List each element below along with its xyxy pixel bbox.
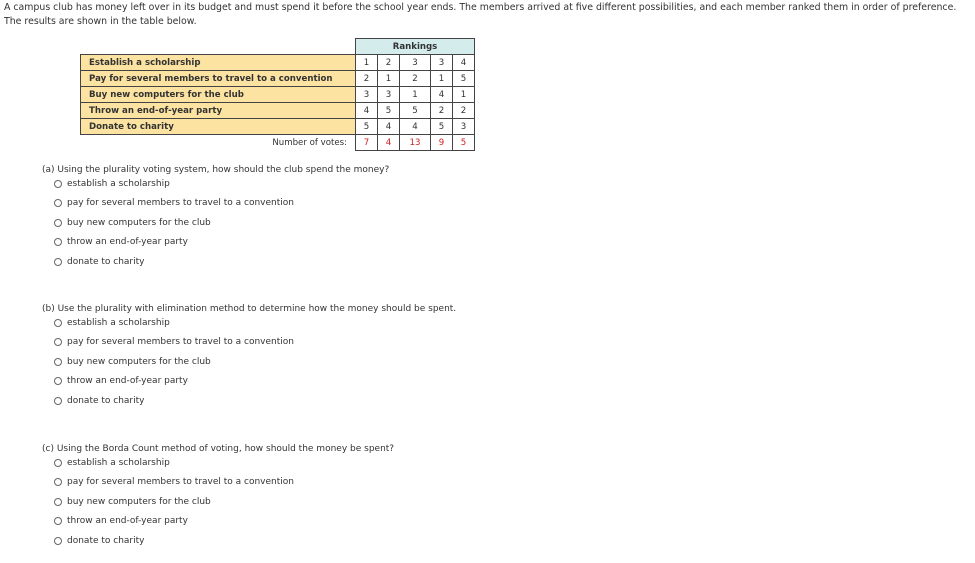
vote-count: 5 bbox=[453, 135, 475, 151]
rank-cell: 2 bbox=[431, 103, 453, 119]
rankings-header: Rankings bbox=[356, 39, 475, 55]
option-text: donate to charity bbox=[67, 536, 145, 546]
rank-cell: 5 bbox=[431, 119, 453, 135]
votes-label: Number of votes: bbox=[272, 137, 347, 148]
option-text: donate to charity bbox=[67, 396, 145, 406]
rank-cell: 3 bbox=[356, 87, 378, 103]
option-label: Pay for several members to travel to a convention bbox=[81, 71, 356, 87]
table-header-row bbox=[81, 39, 475, 55]
rank-cell: 1 bbox=[431, 71, 453, 87]
vote-count: 13 bbox=[400, 135, 431, 151]
question-c-option-convention[interactable] bbox=[54, 477, 294, 487]
rank-cell: 3 bbox=[400, 55, 431, 71]
question-c-option-charity[interactable] bbox=[54, 536, 144, 546]
rank-cell: 5 bbox=[453, 71, 475, 87]
option-text: establish a scholarship bbox=[67, 318, 170, 328]
table-row bbox=[81, 87, 475, 103]
question-c-option-party[interactable] bbox=[54, 516, 188, 526]
rank-cell: 1 bbox=[356, 55, 378, 71]
option-text: donate to charity bbox=[67, 257, 145, 267]
rank-cell: 5 bbox=[378, 103, 400, 119]
option-text: pay for several members to travel to a convention bbox=[67, 337, 294, 347]
question-b-option-convention[interactable] bbox=[54, 337, 294, 347]
radio-button-icon[interactable] bbox=[54, 338, 62, 346]
radio-button-icon[interactable] bbox=[54, 459, 62, 467]
radio-button-icon[interactable] bbox=[54, 537, 62, 545]
question-c-option-computers[interactable] bbox=[54, 497, 211, 507]
option-text: buy new computers for the club bbox=[67, 497, 211, 507]
radio-button-icon[interactable] bbox=[54, 377, 62, 385]
option-text: throw an end-of-year party bbox=[67, 516, 188, 526]
question-c-option-scholarship[interactable] bbox=[54, 458, 170, 468]
rank-cell: 4 bbox=[431, 87, 453, 103]
radio-button-icon[interactable] bbox=[54, 498, 62, 506]
radio-button-icon[interactable] bbox=[54, 238, 62, 246]
rank-cell: 3 bbox=[378, 87, 400, 103]
question-b-prompt: (b) Use the plurality with elimination method to determine how the money should be spent. bbox=[42, 304, 457, 314]
radio-button-icon[interactable] bbox=[54, 397, 62, 405]
radio-button-icon[interactable] bbox=[54, 258, 62, 266]
radio-button-icon[interactable] bbox=[54, 199, 62, 207]
rank-cell: 1 bbox=[400, 87, 431, 103]
radio-button-icon[interactable] bbox=[54, 319, 62, 327]
question-b-option-party[interactable] bbox=[54, 376, 188, 386]
rank-cell: 2 bbox=[400, 71, 431, 87]
table-row bbox=[81, 103, 475, 119]
rank-cell: 2 bbox=[378, 55, 400, 71]
option-label: Buy new computers for the club bbox=[81, 87, 356, 103]
question-a-prompt: (a) Using the plurality voting system, how should the club spend the money? bbox=[42, 165, 390, 175]
rank-cell: 5 bbox=[356, 119, 378, 135]
question-a-option-convention[interactable] bbox=[54, 198, 294, 208]
option-text: pay for several members to travel to a convention bbox=[67, 198, 294, 208]
option-text: throw an end-of-year party bbox=[67, 237, 188, 247]
question-b-option-computers[interactable] bbox=[54, 357, 211, 367]
radio-button-icon[interactable] bbox=[54, 219, 62, 227]
rank-cell: 5 bbox=[400, 103, 431, 119]
vote-count: 4 bbox=[378, 135, 400, 151]
votes-row bbox=[81, 135, 475, 151]
option-text: pay for several members to travel to a convention bbox=[67, 477, 294, 487]
table-row bbox=[81, 55, 475, 71]
rank-cell: 4 bbox=[400, 119, 431, 135]
radio-button-icon[interactable] bbox=[54, 180, 62, 188]
rank-cell: 4 bbox=[453, 55, 475, 71]
rank-cell: 1 bbox=[453, 87, 475, 103]
option-text: establish a scholarship bbox=[67, 179, 170, 189]
question-a-option-computers[interactable] bbox=[54, 218, 211, 228]
radio-button-icon[interactable] bbox=[54, 517, 62, 525]
question-a-option-charity[interactable] bbox=[54, 257, 144, 267]
question-b-option-scholarship[interactable] bbox=[54, 318, 170, 328]
radio-button-icon[interactable] bbox=[54, 478, 62, 486]
question-a-option-party[interactable] bbox=[54, 237, 188, 247]
table-row bbox=[81, 119, 475, 135]
rank-cell: 4 bbox=[378, 119, 400, 135]
option-text: throw an end-of-year party bbox=[67, 376, 188, 386]
option-label: Establish a scholarship bbox=[81, 55, 356, 71]
question-a-option-scholarship[interactable] bbox=[54, 179, 170, 189]
rank-cell: 1 bbox=[378, 71, 400, 87]
option-text: establish a scholarship bbox=[67, 458, 170, 468]
rank-cell: 4 bbox=[356, 103, 378, 119]
vote-count: 9 bbox=[431, 135, 453, 151]
option-label: Donate to charity bbox=[81, 119, 356, 135]
option-text: buy new computers for the club bbox=[67, 357, 211, 367]
table-row bbox=[81, 71, 475, 87]
vote-count: 7 bbox=[356, 135, 378, 151]
option-text: buy new computers for the club bbox=[67, 218, 211, 228]
rank-cell: 3 bbox=[453, 119, 475, 135]
option-label: Throw an end-of-year party bbox=[81, 103, 356, 119]
question-c-prompt: (c) Using the Borda Count method of voting, how should the money be spent? bbox=[42, 444, 395, 454]
question-b-option-charity[interactable] bbox=[54, 396, 144, 406]
problem-intro: A campus club has money left over in its budget and must spend it before the school year ends. The members arrived at five different possibilities, and each member ranked them in order of preference. The results are shown in the table below. bbox=[4, 2, 957, 27]
preference-table bbox=[80, 38, 475, 151]
rank-cell: 2 bbox=[356, 71, 378, 87]
rank-cell: 2 bbox=[453, 103, 475, 119]
rank-cell: 3 bbox=[431, 55, 453, 71]
radio-button-icon[interactable] bbox=[54, 358, 62, 366]
